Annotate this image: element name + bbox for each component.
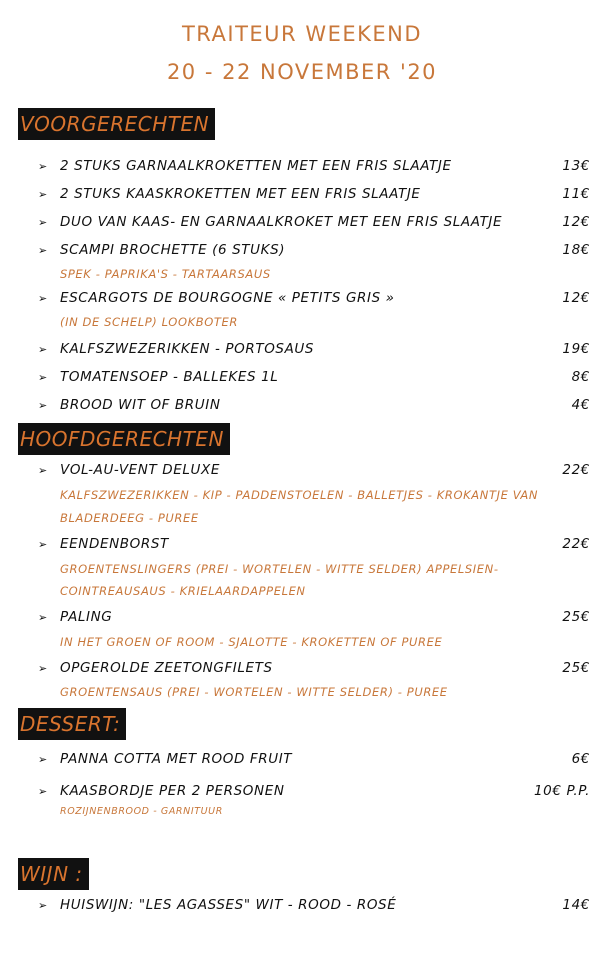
item-name: EENDENBORST <box>60 536 169 552</box>
bullet-arrow-icon: ➢ <box>38 538 48 551</box>
menu-item <box>38 242 590 258</box>
item-price: 12€ <box>562 214 590 230</box>
item-description: IN HET GROEN OF ROOM - SJALOTTE - KROKETTEN OF PUREE <box>60 635 443 649</box>
section-heading-wijn: WIJN : <box>18 858 89 890</box>
section-heading-dessert: DESSERT: <box>18 708 126 740</box>
menu-item <box>38 186 590 202</box>
title-line-1: TRAITEUR WEEKEND <box>181 22 423 46</box>
bullet-arrow-icon: ➢ <box>38 785 48 798</box>
bullet-arrow-icon: ➢ <box>38 464 48 477</box>
item-price: 13€ <box>562 158 590 174</box>
item-description: COINTREAUSAUS - KRIELAARDAPPELEN <box>60 584 306 598</box>
bullet-arrow-icon: ➢ <box>38 753 48 766</box>
item-name: PANNA COTTA MET ROOD FRUIT <box>60 751 293 767</box>
item-price: 25€ <box>562 660 590 676</box>
item-name: KAASBORDJE PER 2 PERSONEN <box>60 783 285 799</box>
menu-item <box>38 462 590 478</box>
bullet-arrow-icon: ➢ <box>38 343 48 356</box>
bullet-arrow-icon: ➢ <box>38 160 48 173</box>
item-price: 22€ <box>562 536 590 552</box>
menu-item <box>38 369 590 385</box>
bullet-arrow-icon: ➢ <box>38 611 48 624</box>
menu-item <box>38 397 590 413</box>
item-name: 2 STUKS GARNAALKROKETTEN MET EEN FRIS SLAATJE <box>60 158 452 174</box>
bullet-arrow-icon: ➢ <box>38 244 48 257</box>
item-name: PALING <box>60 609 113 625</box>
item-description: (IN DE SCHELP) LOOKBOTER <box>60 315 238 329</box>
item-name: KALFSZWEZERIKKEN - PORTOSAUS <box>60 341 315 357</box>
item-name: SCAMPI BROCHETTE (6 STUKS) <box>60 242 286 258</box>
item-price: 4€ <box>571 397 590 413</box>
item-name: TOMATENSOEP - BALLEKES 1L <box>60 369 279 385</box>
item-price: 19€ <box>562 341 590 357</box>
menu-item <box>38 783 590 799</box>
item-name: OPGEROLDE ZEETONGFILETS <box>60 660 273 676</box>
bullet-arrow-icon: ➢ <box>38 292 48 305</box>
bullet-arrow-icon: ➢ <box>38 662 48 675</box>
menu-item <box>38 536 590 552</box>
item-price: 25€ <box>562 609 590 625</box>
item-name: ESCARGOTS DE BOURGOGNE « PETITS GRIS » <box>60 290 395 306</box>
menu-item <box>38 660 590 676</box>
item-description: KALFSZWEZERIKKEN - KIP - PADDENSTOELEN - BALLETJES - KROKANTJE VAN <box>60 488 539 502</box>
menu-item <box>38 341 590 357</box>
item-description: SPEK - PAPRIKA'S - TARTAARSAUS <box>60 267 271 281</box>
menu-item <box>38 751 590 767</box>
item-name: 2 STUKS KAASKROKETTEN MET EEN FRIS SLAATJE <box>60 186 421 202</box>
bullet-arrow-icon: ➢ <box>38 899 48 912</box>
menu-item <box>38 897 590 913</box>
bullet-arrow-icon: ➢ <box>38 399 48 412</box>
item-name: HUISWIJN: "LES AGASSES" WIT - ROOD - ROSÉ <box>60 897 397 913</box>
item-name: VOL-AU-VENT DELUXE <box>60 462 220 478</box>
section-heading-hoofdgerechten: HOOFDGERECHTEN <box>18 423 230 455</box>
item-name: BROOD WIT OF BRUIN <box>60 397 221 413</box>
item-description: GROENTENSLINGERS (PREI - WORTELEN - WITTE SELDER) APPELSIEN- <box>60 562 499 576</box>
item-price: 6€ <box>571 751 590 767</box>
item-description: BLADERDEEG - PUREE <box>60 511 199 525</box>
menu-item <box>38 158 590 174</box>
item-price: 22€ <box>562 462 590 478</box>
item-price: 11€ <box>562 186 590 202</box>
item-price: 8€ <box>571 369 590 385</box>
bullet-arrow-icon: ➢ <box>38 371 48 384</box>
item-price: 18€ <box>562 242 590 258</box>
item-price: 14€ <box>562 897 590 913</box>
menu-item <box>38 609 590 625</box>
item-description: ROZIJNENBROOD - GARNITUUR <box>60 806 223 817</box>
item-name: DUO VAN KAAS- EN GARNAALKROKET MET EEN FRIS SLAATJE <box>60 214 503 230</box>
bullet-arrow-icon: ➢ <box>38 216 48 229</box>
menu-item <box>38 290 590 306</box>
bullet-arrow-icon: ➢ <box>38 188 48 201</box>
item-description: GROENTENSAUS (PREI - WORTELEN - WITTE SELDER) - PUREE <box>60 685 448 699</box>
section-heading-voorgerechten: VOORGERECHTEN <box>18 108 215 140</box>
menu-item <box>38 214 590 230</box>
item-price: 12€ <box>562 290 590 306</box>
title-line-2: 20 - 22 NOVEMBER '20 <box>166 60 438 84</box>
item-price: 10€ P.P. <box>533 783 590 799</box>
